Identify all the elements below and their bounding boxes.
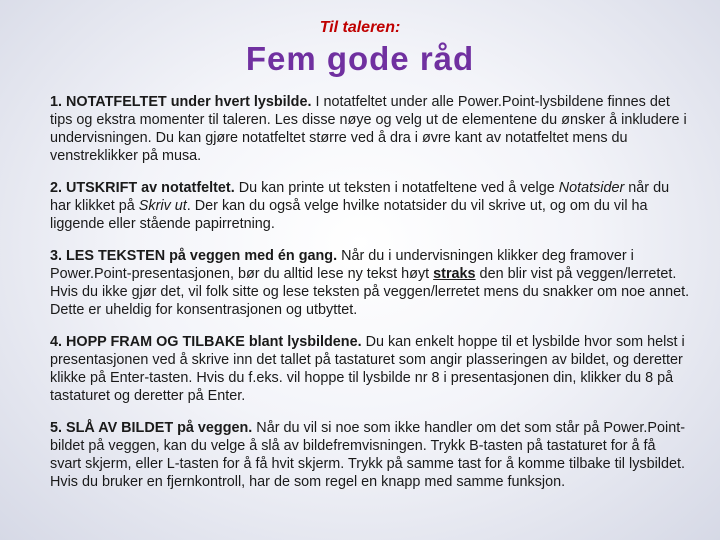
tip-2-heading: 2. UTSKRIFT av notatfeltet. — [50, 180, 235, 196]
slide-subtitle: Til taleren: — [319, 19, 401, 36]
tip-5-text: Når du vil si noe som ikke handler om det som står på Power.Point-bildet på veggen, kan du velge å slå av bildefremvisningen. Trykk B-tasten på tastaturet for å få svart skjerm, eller L-tasten for å få hvit skjerm. Trykk på samme tast for å komme tilbake til lysbildet. Hvis du bruker en fjernkontroll, har de som regel en knapp med samme funksjon. — [50, 420, 686, 490]
tip-2-em-notatsider: Notatsider — [558, 180, 625, 196]
tip-3-text-a: Når du i undervisningen klikker deg framover i Power.Point-presentasjonen, bør du alltid lese ny tekst høyt — [50, 248, 634, 282]
tip-1 — [50, 93, 690, 165]
tip-5-heading: 5. SLÅ AV BILDET på veggen. — [50, 420, 253, 436]
slide-title: Fem gode råd — [245, 40, 475, 77]
slide-body — [50, 93, 690, 505]
tip-4-heading: 4. HOPP FRAM OG TILBAKE blant lysbildene. — [50, 334, 362, 350]
tip-3 — [50, 247, 690, 319]
tip-2-text-b: når du har klikket på — [50, 180, 670, 214]
tip-2 — [50, 179, 690, 233]
tip-1-heading: 1. NOTATFELTET under hvert lysbilde. — [50, 94, 312, 110]
tip-3-text-b: den blir vist på veggen/lerretet. Hvis du ikke gjør det, vil folk sitte og lese teksten på veggen/lerretet mens du snakker om noe annet. Dette er uheldig for konsentrasjonen og utbyttet. — [50, 266, 690, 318]
tip-2-em-skriv-ut: Skriv ut — [138, 198, 187, 214]
tip-5 — [50, 419, 690, 491]
tip-4 — [50, 333, 690, 405]
tip-4-text: Du kan enkelt hoppe til et lysbilde hvor som helst i presentasjonen ved å skrive inn det tallet på tastaturet som angir plasseringen av bildet, og deretter klikke på Enter-tasten. Hvis du f.eks. vil hoppe til lysbilde nr 8 i presentasjonen din, klikker du 8 på tastaturet og deretter på Enter. — [50, 334, 685, 404]
tip-1-text: I notatfeltet under alle Power.Point-lysbildene finnes det tips og ekstra momenter til taleren. Les disse nøye og velg ut de elementene du ønsker å inkludere i undervisningen. Du kan gjøre notatfeltet større ved å dra i øvre kant av notatfeltet mens du venstreklikker på musa. — [50, 94, 687, 164]
tip-2-text-a: Du kan printe ut teksten i notatfeltene ved å velge — [234, 180, 559, 196]
tip-3-underlined: straks — [433, 266, 476, 282]
tip-3-heading: 3. LES TEKSTEN på veggen med én gang. — [50, 248, 338, 264]
tip-2-text-c: . Der kan du også velge hvilke notatsider du vil skrive ut, og om du vil ha liggende eller stående papirretning. — [50, 198, 648, 232]
